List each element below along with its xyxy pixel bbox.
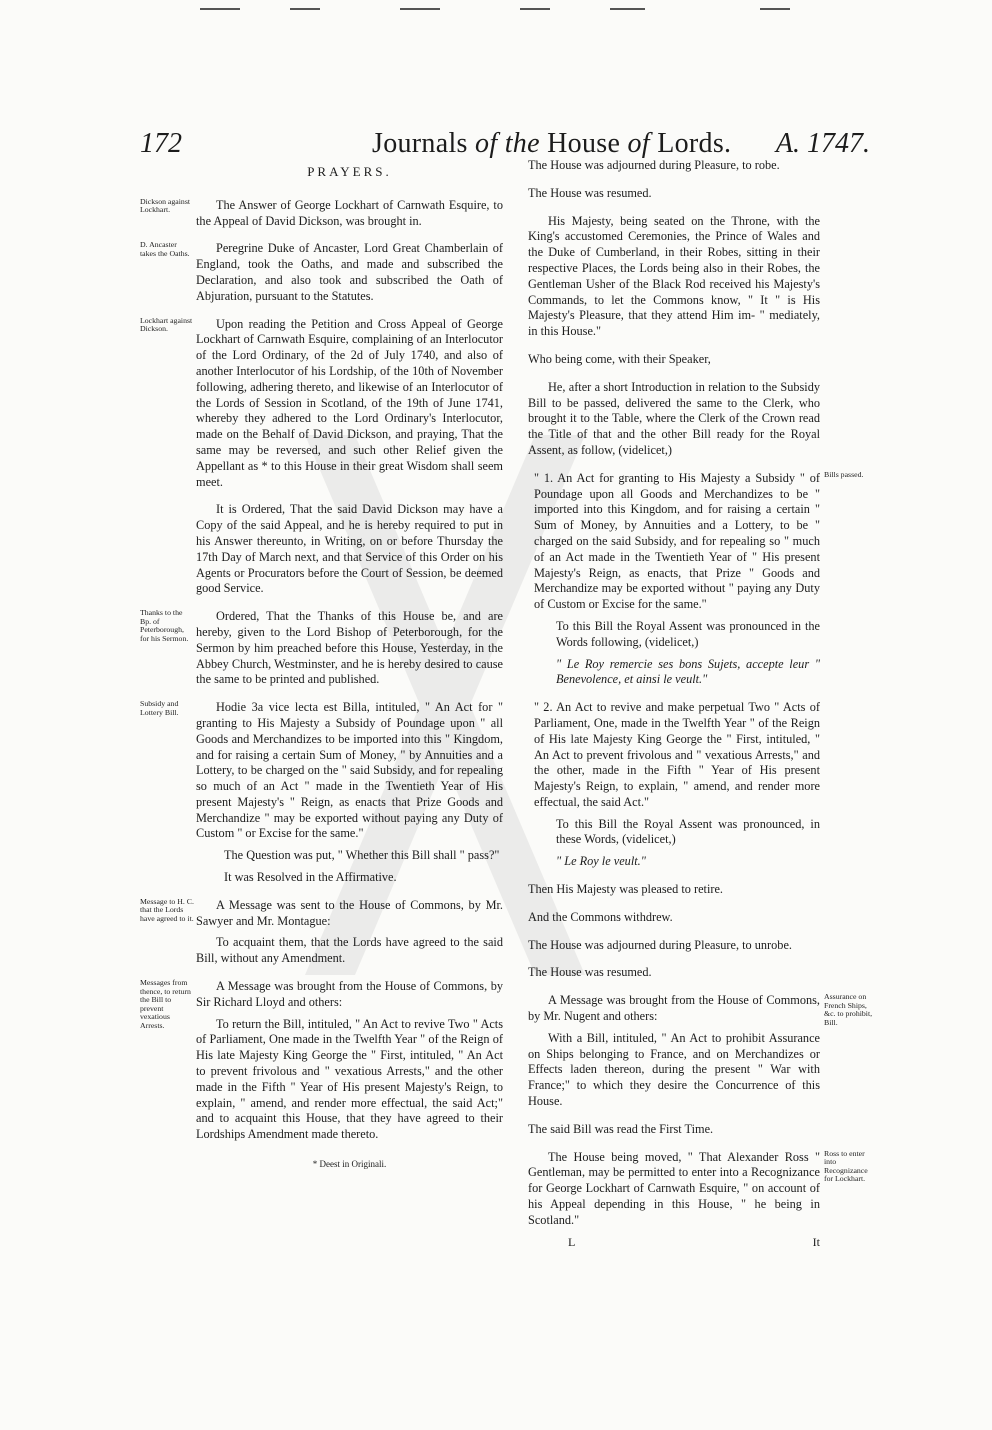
margin-note: Thanks to the Bp. of Peterborough, for his Sermon. (140, 608, 189, 643)
entry-lockhart-appeal (140, 315, 503, 491)
entry-bills-passed (528, 469, 864, 613)
paragraph: It was Resolved in the Affirmative. (224, 870, 397, 885)
top-rule (760, 8, 790, 10)
paragraph: With a Bill, intituled, " An Act to prohibit Assurance on Ships belonging to France, and on Merchandizes or Effects laden thereon, during the present " War with France;" to which they desire the Concurrence of this House. (528, 1030, 820, 1109)
paragraph: Ordered, That the Thanks of this House be, and are hereby, given to the Lord Bishop of Peterborough, for the Sermon by him preached before this House, Yesterday, in the Abbey Church, Westminster, and he is hereby desired to cause the same to be printed and published. (196, 609, 503, 687)
paragraph: To return the Bill, intituled, " An Act to revive Two " Acts of Parliament, One made in the Twelfth Year " of the Reign of His late Majesty King George the " First, intituled, " An Act to prevent frivolous and " vexatious Arrests," and the other made in the Fifth " Year of His present Majesty's Reign, to explain, " amend, and render more effectual, the said Act;" and to acquaint this House, that they have agreed to their Lordships Amendment made thereto. (196, 1016, 503, 1142)
paragraph: A Message was brought from the House of Commons, by Sir Richard Lloyd and others: (196, 979, 503, 1009)
paragraph: To this Bill the Royal Assent was pronounced, in these Words, (videlicet,) (556, 816, 820, 847)
paragraph: The House was adjourned during Pleasure, to unrobe. (528, 937, 792, 952)
entry-ancaster-oaths (140, 240, 503, 304)
entry-thanks-bishop (140, 608, 503, 688)
entry-message-brought (140, 978, 503, 1031)
royal-assent-formula: " Le Roy le veult." (556, 854, 646, 869)
entry-message-sent (140, 896, 503, 930)
paragraph: The Answer of George Lockhart of Carnwath Esquire, to the Appeal of David Dickson, was brought in. (196, 197, 503, 228)
paragraph: The said Bill was read the First Time. (528, 1121, 714, 1136)
margin-note: Message to H. C. that the Lords have agreed to it. (140, 896, 194, 924)
footnote: * Deest in Originali. (312, 1159, 387, 1170)
paragraph: To acquaint them, that the Lords have agreed to the said Bill, without any Amendment. (196, 935, 503, 966)
entry-ross-recognizance (528, 1148, 868, 1229)
paragraph: Who being come, with their Speaker, (528, 351, 711, 366)
margin-note: Bills passed. (824, 469, 864, 479)
running-title: Journals of the House of Lords. (372, 128, 732, 159)
paragraph: He, after a short Introduction in relation to the Subsidy Bill to be passed, delivered the same to the Clerk, who brought it to the Table, where the Clerk of the Crown read the Title of that and the other Bill ready for the Royal Assent, as follow, (videlicet,) (528, 379, 820, 457)
page-header (140, 128, 870, 158)
paragraph: The House was resumed. (528, 965, 652, 980)
royal-assent-formula: " Le Roy remercie ses bons Sujets, accepte leur " Benevolence, et ainsi le veult." (556, 656, 820, 687)
paragraph: A Message was sent to the House of Commons, by Mr. Sawyer and Mr. Montague: (196, 897, 503, 928)
left-column (140, 158, 503, 1173)
paragraph: Hodie 3a vice lecta est Billa, intituled, " An Act for " granting to His Majesty a Subsidy of Poundage upon " all Goods and Merchandizes to be imported into this " Kingdom, and for raising a certain Sum of Money, " by Annuities and a Lottery, to be charged on the " said Subsidy, and for repealing so much of an Act " made in the Twentieth Year of His present Majesty's " Reign, as enacts that Prize Goods and Merchandize " may be exported without paying any Duty of Custom " or Excise for the same." (196, 700, 503, 841)
margin-note: Lockhart against Dickson. (140, 315, 193, 334)
margin-note: Messages from thence, to return the Bill to prevent vexatious Arrests. (140, 978, 191, 1031)
paragraph: The House was adjourned during Pleasure, to robe. (528, 158, 780, 172)
paragraph: The Question was put, " Whether this Bill shall " pass?" (224, 848, 500, 863)
paragraph: Peregrine Duke of Ancaster, Lord Great Chamberlain of England, took the Oaths, and made and subscribed the Declaration, and also took and subscribed the Oath of Abjuration, pursuant to the Statutes. (196, 241, 503, 303)
paragraph: His Majesty, being seated on the Throne, with the King's accustomed Ceremonies, the Prince of Wales and the Duke of Cumberland, in their Robes, sitting in their respective Places, the Lords being also in their Robes, the Gentleman Usher of the Black Rod received his Majesty's Commands, to let the Commons know, " It " is His Majesty's Pleasure, that they attend Him im- " mediately, in this House." (528, 213, 820, 339)
top-rule (290, 8, 320, 10)
paragraph: To this Bill the Royal Assent was pronounced in the Words following, (videlicet,) (556, 618, 820, 649)
paragraph: The House was resumed. (528, 185, 652, 200)
entry-french-ships (528, 992, 873, 1028)
top-rule (520, 8, 550, 10)
entry-subsidy-bill (140, 699, 503, 842)
margin-note: Subsidy and Lottery Bill. (140, 699, 179, 717)
margin-note: Dickson against Lockhart. (140, 196, 191, 215)
paragraph: Upon reading the Petition and Cross Appeal of George Lockhart of Carnwath Esquire, complaining of an Interlocutor of the Lord Ordinary, of the 2d of July 1740, and also of another Interlocutor of his Lordship, of the 10th of November following, adhering thereto, and likewise of an Interlocutor of the Lords of Session in Scotland, of the 19th of June 1741, whereby they adhered to the Lord Ordinary's Interlocutor, made on the Behalf of David Dickson, and praying, That the same may be reversed, and such other Relief given the Appellant as * to this House in their great Wisdom shall seem meet. (196, 316, 503, 489)
margin-note: D. Ancaster takes the Oaths. (140, 240, 190, 258)
paragraph: " 1. An Act for granting to His Majesty a Subsidy " of Poundage upon all Goods and Merchandizes to be " imported into this Kingdom, and for raising a certain " Sum of Money, by Annuities and a Lottery, to be " charged on the said Subsidy, and for repealing so " much of an Act made in the Twentieth Year of " His present Majesty's Reign, as enacts, that Prize " Goods and Merchandize may be exported without " paying any Duty of Custom or Excise for the same." (534, 470, 820, 612)
catchword: L It (568, 1234, 820, 1249)
right-column (528, 158, 873, 1250)
top-rule (200, 8, 240, 10)
top-rule (610, 8, 645, 10)
page-number: 172 (140, 128, 182, 159)
margin-note: Ross to enter into Recognizance for Lockhart. (824, 1148, 868, 1184)
paragraph: Then His Majesty was pleased to retire. (528, 882, 723, 897)
margin-note: Assurance on French Ships, &c. to prohibit, Bill. (824, 992, 873, 1028)
entry-order-copy (196, 502, 503, 597)
entry-dickson-answer (140, 196, 503, 230)
paragraph: The House being moved, " That Alexander Ross " Gentleman, may be permitted to enter into a Recognizance for George Lockhart of Carnwath Esquire, " on account of his Appeal depending in this House, " he being in Scotland." (528, 1149, 820, 1227)
paragraph: " 2. An Act to revive and make perpetual Two " Acts of Parliament, One, made in the Twelfth Year " of the Reign of His late Majesty King George the " First, intituled, " An Act to prevent frivolous and " vexatious Arrests," and the other, made in the Fifth " Year of His present Majesty's Reign, to explain, " amend, and render more effectual, the said Act." (534, 700, 820, 809)
paragraph: It is Ordered, That the said David Dickson may have a Copy of the said Appeal, and he is hereby required to put in his Answer thereunto, in Writing, on or before Thursday the 17th Day of March next, and that Service of this Order on his Agents or Procurators before the Court of Session, be deemed good Service. (196, 502, 503, 596)
paragraph: A Message was brought from the House of Commons, by Mr. Nugent and others: (528, 993, 820, 1024)
top-rule (400, 8, 440, 10)
paragraph: And the Commons withdrew. (528, 909, 673, 924)
signature-mark: L (568, 1234, 576, 1249)
prayers-heading: PRAYERS. (307, 164, 392, 179)
year: A. 1747. (775, 128, 870, 159)
